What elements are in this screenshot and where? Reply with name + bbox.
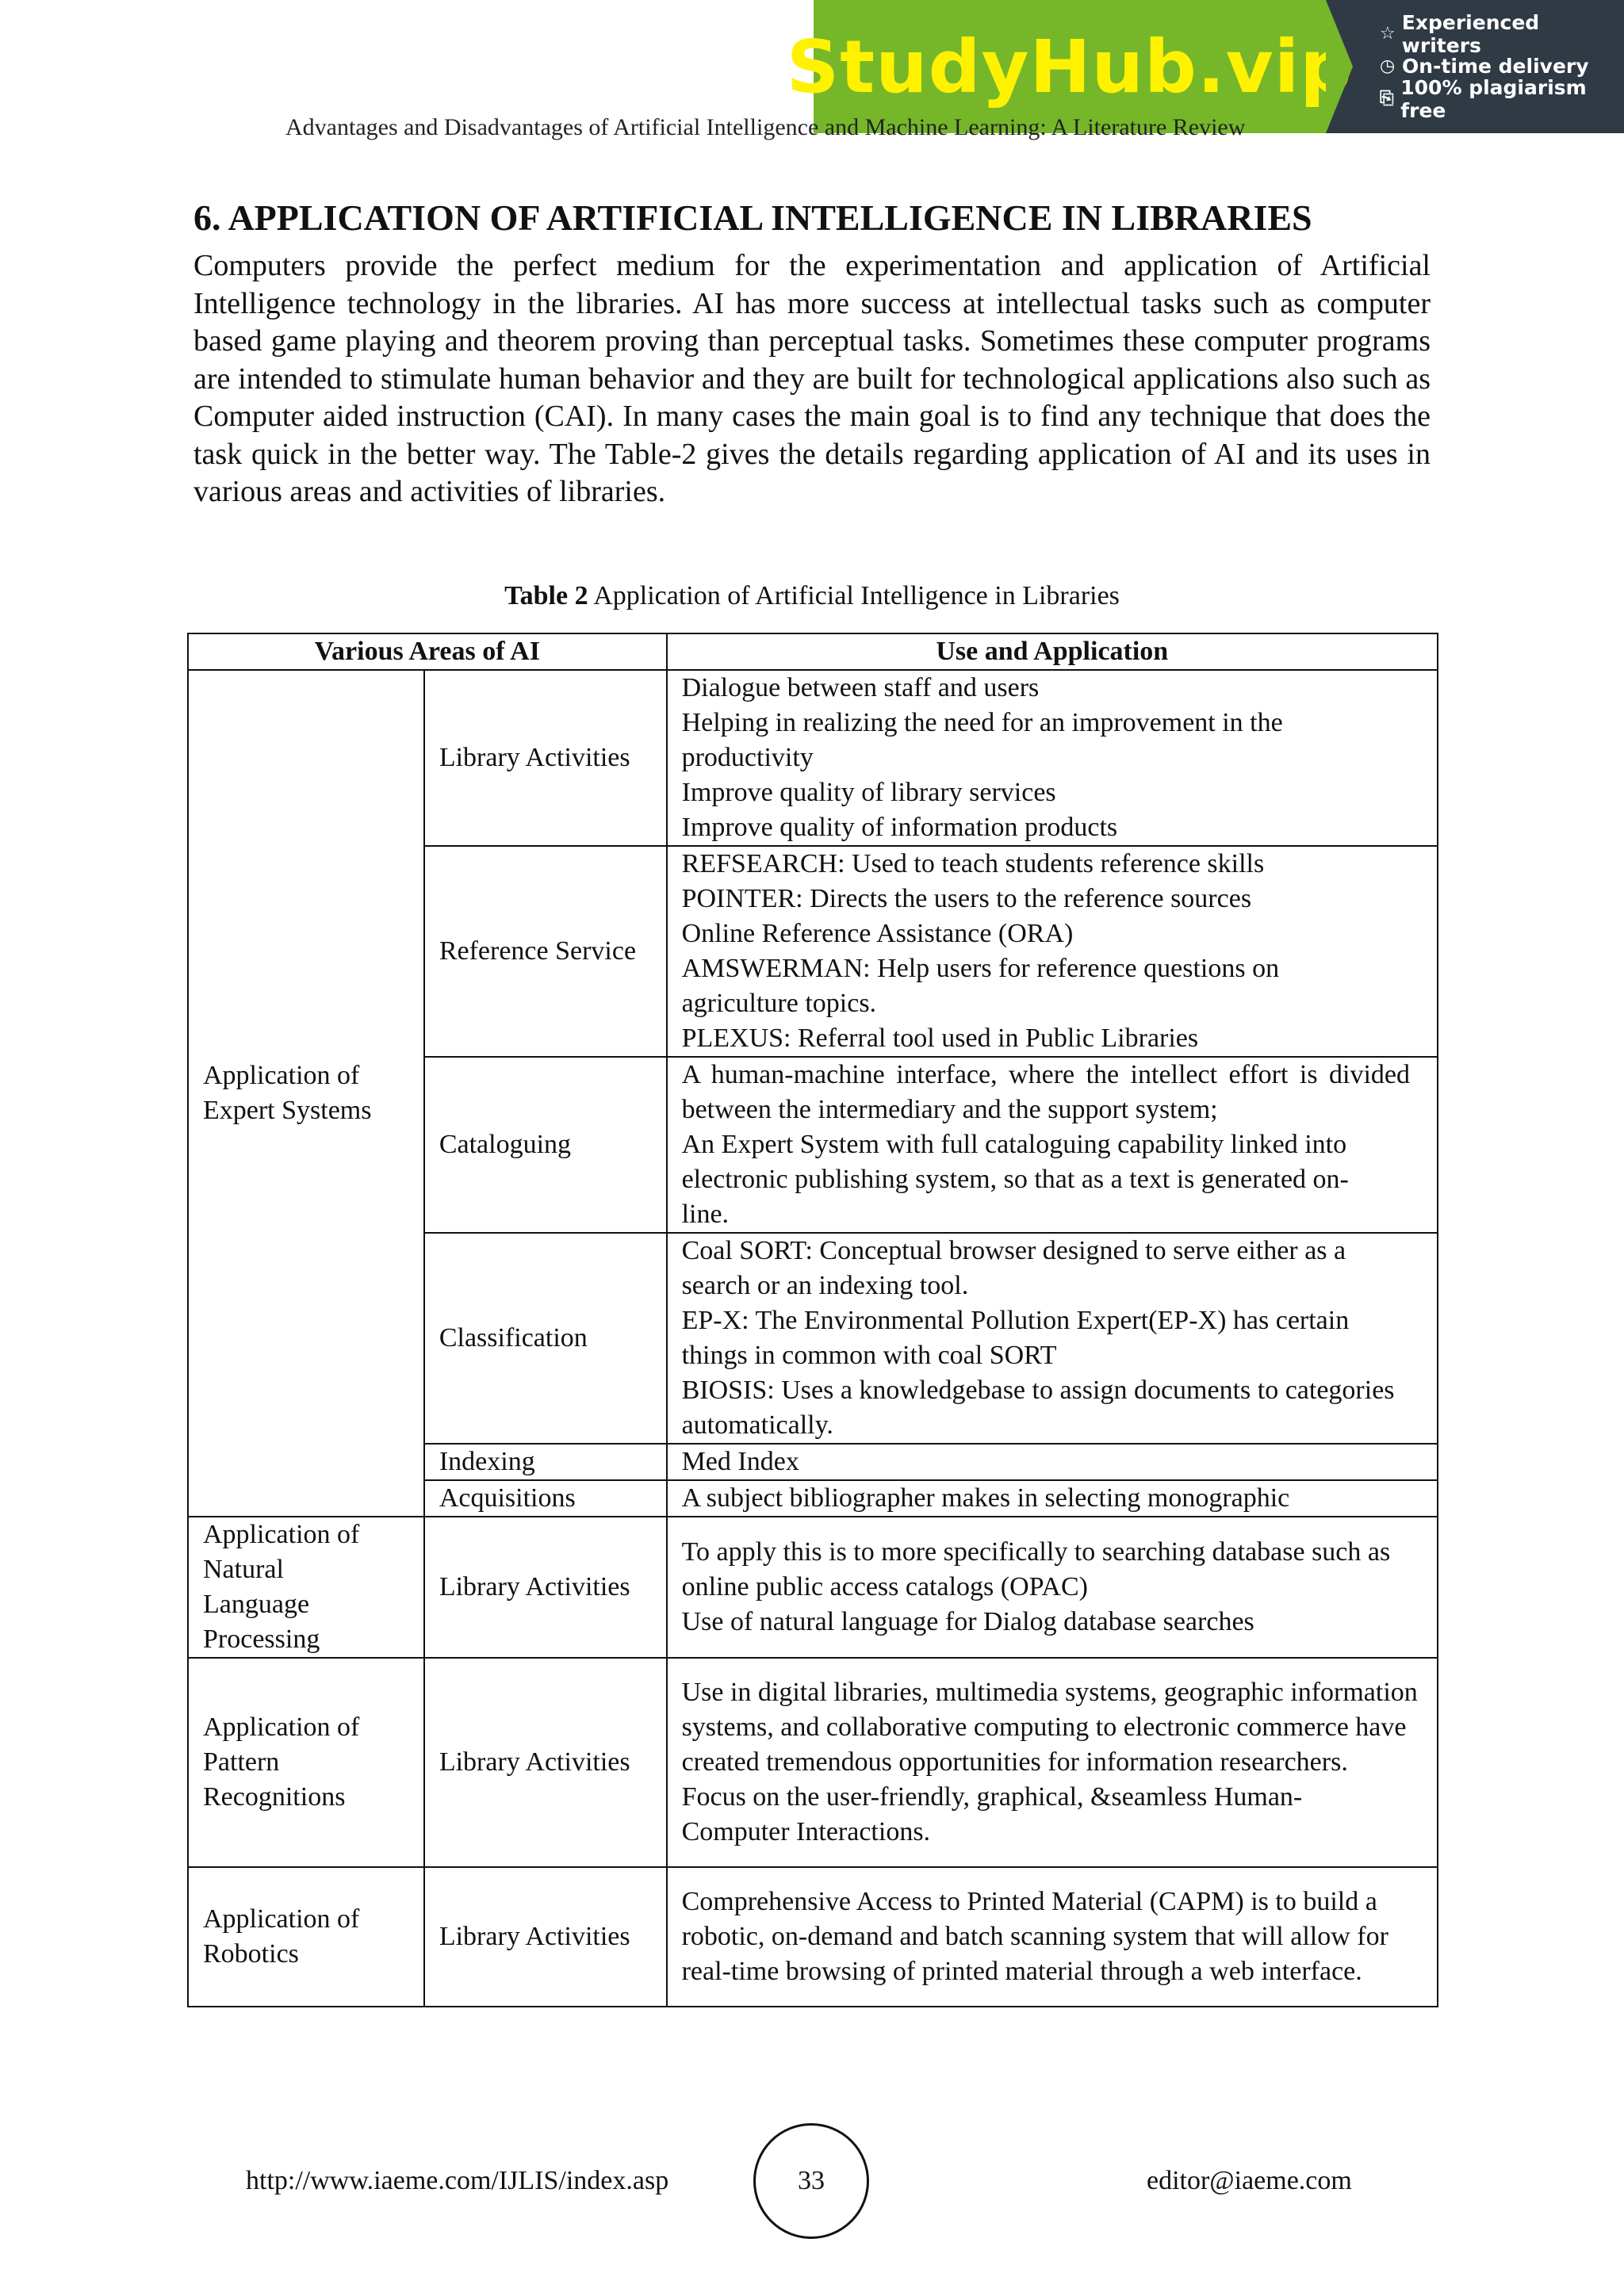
table-row [188,1867,1438,2007]
use-line: Dialogue between staff and users [681,673,1040,702]
page-number-text: 33 [798,2166,825,2195]
use-cell [667,1517,1438,1658]
activity-cell: Library Activities [424,1517,667,1658]
brand-logo[interactable] [786,0,1354,133]
activity-cell: Acquisitions [424,1480,667,1517]
use-line: Improve quality of information products [681,813,1118,842]
feature-label: 100% plagiarism free [1400,75,1587,122]
feature-label: On-time delivery [1402,55,1589,78]
use-line: Use of natural language for Dialog database searches [681,1607,1254,1636]
use-line: Online Reference Assistance (ORA) [681,919,1074,948]
body-paragraph: Computers provide the perfect medium for the experimentation and application of Artificial Intelligence technology in the libraries. AI has more success at intellectual tasks such as computer based game playing and theorem proving than perceptual tasks. Sometimes these computer programs are intended to stimulate human behavior and they are built for technological applications also such as Computer aided instruction (CAI). In many cases the main goal is to find any technique that does the task quick in the better way. The Table-2 gives the details regarding application of AI and its uses in various areas and activities of libraries. [193,249,1431,508]
feature-label: Experienced writers [1401,10,1540,57]
footer-email-link[interactable]: editor@iaeme.com [1147,2166,1352,2195]
activity-cell: Library Activities [424,1867,667,2007]
banner-features [1326,0,1624,133]
use-line: A subject bibliographer makes in selecting monographic [681,1483,1290,1513]
area-pattern-recognitions: Application of Pattern Recognitions [188,1658,424,1867]
use-cell [667,1057,1438,1233]
activity-cell: Library Activities [424,1658,667,1867]
table-caption [0,581,1624,611]
header-use: Use and Application [667,633,1438,670]
running-header: Advantages and Disadvantages of Artificial Intelligence and Machine Learning: A Literature Review [285,114,1246,140]
area-nlp: Application of Natural Language Processing [188,1517,424,1658]
studyhub-banner[interactable] [786,0,1624,133]
page-number [753,2123,869,2239]
footer-url-link[interactable]: http://www.iaeme.com/IJLIS/index.asp [246,2166,669,2195]
use-line: Coal SORT: Conceptual browser designed to serve either as a search or an indexing tool. [681,1236,1346,1300]
table-caption-text: Application of Artificial Intelligence in Libraries [588,581,1120,610]
table-header-row [188,633,1438,670]
use-cell [667,1480,1438,1517]
use-line: An Expert System with full cataloguing capability linked into electronic publishing system, so that as a text is generated on-line. [681,1130,1349,1229]
use-line: REFSEARCH: Used to teach students reference skills [681,849,1265,878]
activity-cell: Indexing [424,1444,667,1480]
use-line: BIOSIS: Uses a knowledgebase to assign documents to categories automatically. [681,1376,1395,1440]
activity-cell: Reference Service [424,846,667,1057]
activity-cell: Library Activities [424,670,667,846]
use-line: Improve quality of library services [681,778,1056,807]
use-cell [667,846,1438,1057]
use-cell [667,1867,1438,2007]
ai-applications-table [187,633,1438,2007]
use-cell [667,1444,1438,1480]
use-line: PLEXUS: Referral tool used in Public Libraries [681,1024,1199,1053]
use-line: Med Index [681,1447,799,1476]
feature-plagiarism-free [1380,75,1624,122]
use-cell [667,1233,1438,1444]
area-expert-systems: Application of Expert Systems [188,670,424,1517]
use-cell [667,1658,1438,1867]
use-line: Use in digital libraries, multimedia systems, geographic information systems, and collaborative computing to electronic commerce have created tremendous opportunities for information researchers. [681,1678,1418,1777]
table-row [188,1517,1438,1658]
use-line: Focus on the user-friendly, graphical, &seamless Human-Computer Interactions. [681,1782,1303,1846]
feature-experienced-writers [1380,10,1624,57]
star-icon: ☆ [1380,24,1396,44]
use-line: Comprehensive Access to Printed Material (CAPM) is to build a robotic, on-demand and batch scanning system that will allow for real-time browsing of printed material through a web interface. [681,1887,1388,1986]
use-line: EP-X: The Environmental Pollution Expert(EP-X) has certain things in common with coal SORT [681,1306,1350,1370]
activity-cell: Cataloguing [424,1057,667,1233]
use-line: POINTER: Directs the users to the reference sources [681,884,1252,913]
area-robotics: Application of Robotics [188,1867,424,2007]
table-caption-label: Table 2 [504,581,588,610]
use-cell [667,670,1438,846]
table-row [188,1658,1438,1867]
activity-cell: Classification [424,1233,667,1444]
document-icon: ⎘ [1380,89,1394,109]
use-line: AMSWERMAN: Help users for reference questions on agriculture topics. [681,954,1280,1018]
use-line: A human-machine interface, where the intellect effort is divided between the intermediary and the support system; [681,1060,1410,1124]
header-areas: Various Areas of AI [188,633,667,670]
table-row [188,670,1438,846]
brand-text: StudyHub.vip [786,24,1354,109]
clock-icon: ◷ [1380,56,1396,76]
use-line: Helping in realizing the need for an improvement in the productivity [681,708,1283,772]
section-title: 6. APPLICATION OF ARTIFICIAL INTELLIGENCE IN LIBRARIES [193,197,1312,238]
use-line: To apply this is to more specifically to searching database such as online public access catalogs (OPAC) [681,1537,1391,1601]
